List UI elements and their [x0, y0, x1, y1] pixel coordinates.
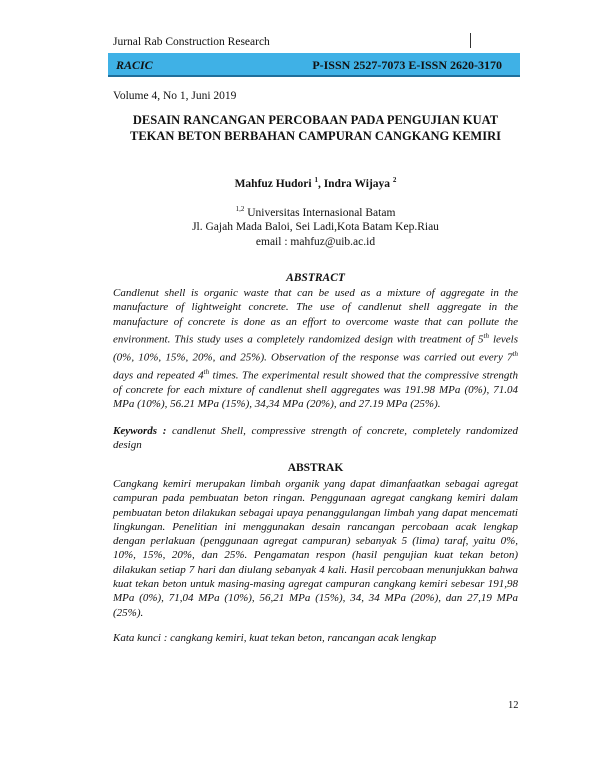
affiliation-superscript: 1,2 — [235, 205, 245, 213]
author-separator: , — [317, 177, 324, 190]
journal-name: Jurnal Rab Construction Research — [113, 36, 270, 48]
page-number: 12 — [508, 700, 519, 711]
journal-abbreviation: RACIC — [116, 58, 153, 72]
author-superscript: 2 — [392, 176, 397, 184]
address: Jl. Gajah Mada Baloi, Sei Ladi,Kota Batam Kep.Riau — [192, 221, 439, 234]
superscript: th — [483, 331, 489, 340]
journal-banner — [108, 53, 520, 77]
header-divider — [470, 33, 471, 48]
email: email : mahfuz@uib.ac.id — [255, 235, 376, 248]
abstract-text-part: days and repeated 4 — [113, 369, 204, 382]
paper-title: DESAIN RANCANGAN PERCOBAAN PADA PENGUJIAN KUAT TEKAN BETON BERBAHAN CAMPURAN CANGKANG KEMIRI — [130, 113, 501, 143]
abstract-heading: ABSTRACT — [286, 272, 345, 284]
volume-info: Volume 4, No 1, Juni 2019 — [113, 90, 237, 102]
kata-kunci: Kata kunci : cangkang kemiri, kuat tekan beton, rancangan acak lengkap — [113, 632, 437, 644]
institution: Universitas Internasional Batam — [244, 206, 396, 219]
issn-numbers: P-ISSN 2527-7073 E-ISSN 2620-3170 — [312, 58, 502, 72]
author-superscript: 1 — [314, 176, 318, 184]
abstract-text-part: Candlenut shell is organic waste that can be used as a mixture of aggregate in the manufacture of lightweight concrete. The use of candlenut shell aggregate in the manufacture of concrete is done as an effort to overcome waste that can pollute the environment. This study uses a completely randomized design with treatment of 5 — [113, 287, 518, 346]
abstract-text-part: levels (0%, 10%, 15%, 20%, and 25%). Observation of the response was carried out every 7 — [113, 333, 518, 364]
abstract-text — [113, 286, 518, 411]
keywords — [113, 424, 518, 453]
author-line — [113, 176, 518, 190]
abstrak-heading: ABSTRAK — [287, 462, 344, 474]
author-name: Indra Wijaya — [323, 177, 391, 190]
institution-line — [113, 202, 518, 220]
affiliation — [113, 202, 518, 249]
abstract-text-part: times. The experimental result showed that the compressive strength of concrete for each mixture of candlenut shell aggregates was 191.98 MPa (0%), 71.04 MPa (10%), 56.21 MPa (15%), 34,34 MPa (20%), and 27.19 MPa (25%). — [113, 369, 518, 411]
author-name: Mahfuz Hudori — [234, 177, 312, 190]
abstrak-text: Cangkang kemiri merupakan limbah organik yang dapat dimanfaatkan sebagai agregat campuran pada pembuatan beton ringan. Penggunaan agregat cangkang kemiri dalam pembuatan beton dilakukan sebagai upaya penanggulangan limbah yang dapat mencemati lingkungan. Penelitian ini menggunakan desain rancangan percobaan acak lengkap dengan perlakuan (penggunaan agregat campuran) sebanyak 5 (lima) taraf, yaitu 0%, 10%, 15%, 20%, dan 25%. Pengamatan respon (hasil pengujian kuat tekan beton) dilakukan setiap 7 hari dan diulang sebanyak 4 kali. Hasil percobaan menunjukkan bahwa kuat tekan beton untuk masing-masing agregat campuran cangkang kemiri sebesar 191,98 MPa (0%), 71,04 MPa (10%), 56,21 MPa (15%), 34, 34 MPa (20%), dan 27,19 MPa (25%). — [113, 478, 518, 619]
superscript: th — [203, 367, 210, 376]
keywords-label: Keywords : — [113, 425, 167, 437]
keywords-text: candlenut Shell, compressive strength of concrete, completely randomized design — [113, 425, 518, 452]
superscript: th — [512, 349, 518, 358]
